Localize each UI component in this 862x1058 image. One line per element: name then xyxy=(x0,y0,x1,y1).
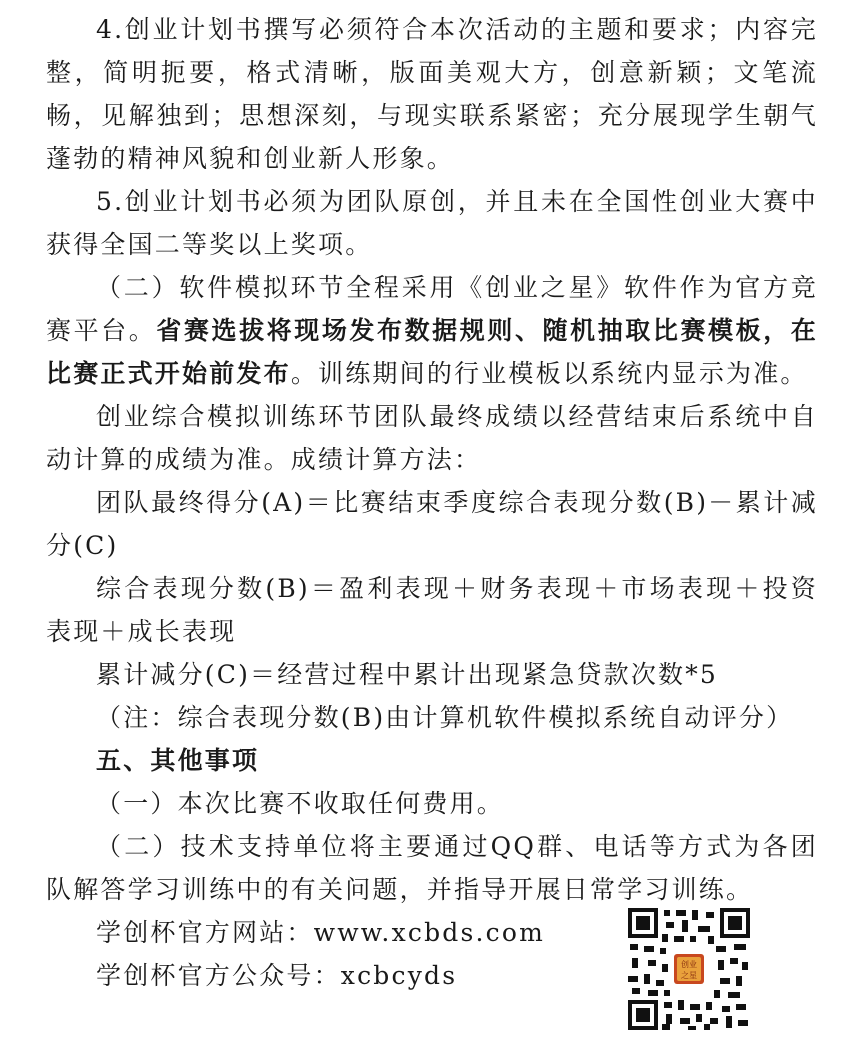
formula-final-score: 团队最终得分(A)＝比赛结束季度综合表现分数(B)－累计减分(C) xyxy=(46,488,818,560)
paragraph-software xyxy=(46,266,818,395)
paragraph-score-basis: 创业综合模拟训练环节团队最终成绩以经营结束后系统中自动计算的成绩为准。成绩计算方法： xyxy=(46,402,818,474)
item-no-fee: （一）本次比赛不收取任何费用。 xyxy=(96,789,505,818)
software-text-end: 。训练期间的行业模板以系统内显示为准。 xyxy=(290,359,808,388)
qr-logo-text-bottom: 之星 xyxy=(681,971,697,980)
qr-code-icon xyxy=(626,906,752,1032)
software-bold-text: 省赛选拔将现场发布数据规则、随机抽取比赛模板，在比赛正式开始前发布 xyxy=(46,316,818,388)
note-auto-scoring: （注：综合表现分数(B)由计算机软件模拟系统自动评分） xyxy=(96,703,794,732)
item-tech-support: （二）技术支持单位将主要通过QQ群、电话等方式为各团队解答学习训练中的有关问题，并指导开展日常学习训练。 xyxy=(46,832,818,904)
section-heading-other: 五、其他事项 xyxy=(96,746,260,775)
paragraph-5: 5.创业计划书必须为团队原创，并且未在全国性创业大赛中获得全国二等奖以上奖项。 xyxy=(46,187,818,259)
official-wechat: 学创杯官方公众号：xcbcyds xyxy=(96,961,458,990)
software-text-start: （二）软件模拟环节全程采用《创业之星》软件作为官方竞赛平台。 xyxy=(46,273,818,345)
official-website: 学创杯官方网站：www.xcbds.com xyxy=(96,918,546,947)
qr-logo-text-top: 创业 xyxy=(681,960,697,969)
formula-deduction: 累计减分(C)＝经营过程中累计出现紧急贷款次数*5 xyxy=(96,660,719,689)
paragraph-4: 4.创业计划书撰写必须符合本次活动的主题和要求；内容完整，简明扼要，格式清晰，版面美观大方，创意新颖；文笔流畅，见解独到；思想深刻，与现实联系紧密；充分展现学生朝气蓬勃的精神风貌和创业新人形象。 xyxy=(46,15,818,173)
formula-performance: 综合表现分数(B)＝盈利表现＋财务表现＋市场表现＋投资表现＋成长表现 xyxy=(46,574,818,646)
